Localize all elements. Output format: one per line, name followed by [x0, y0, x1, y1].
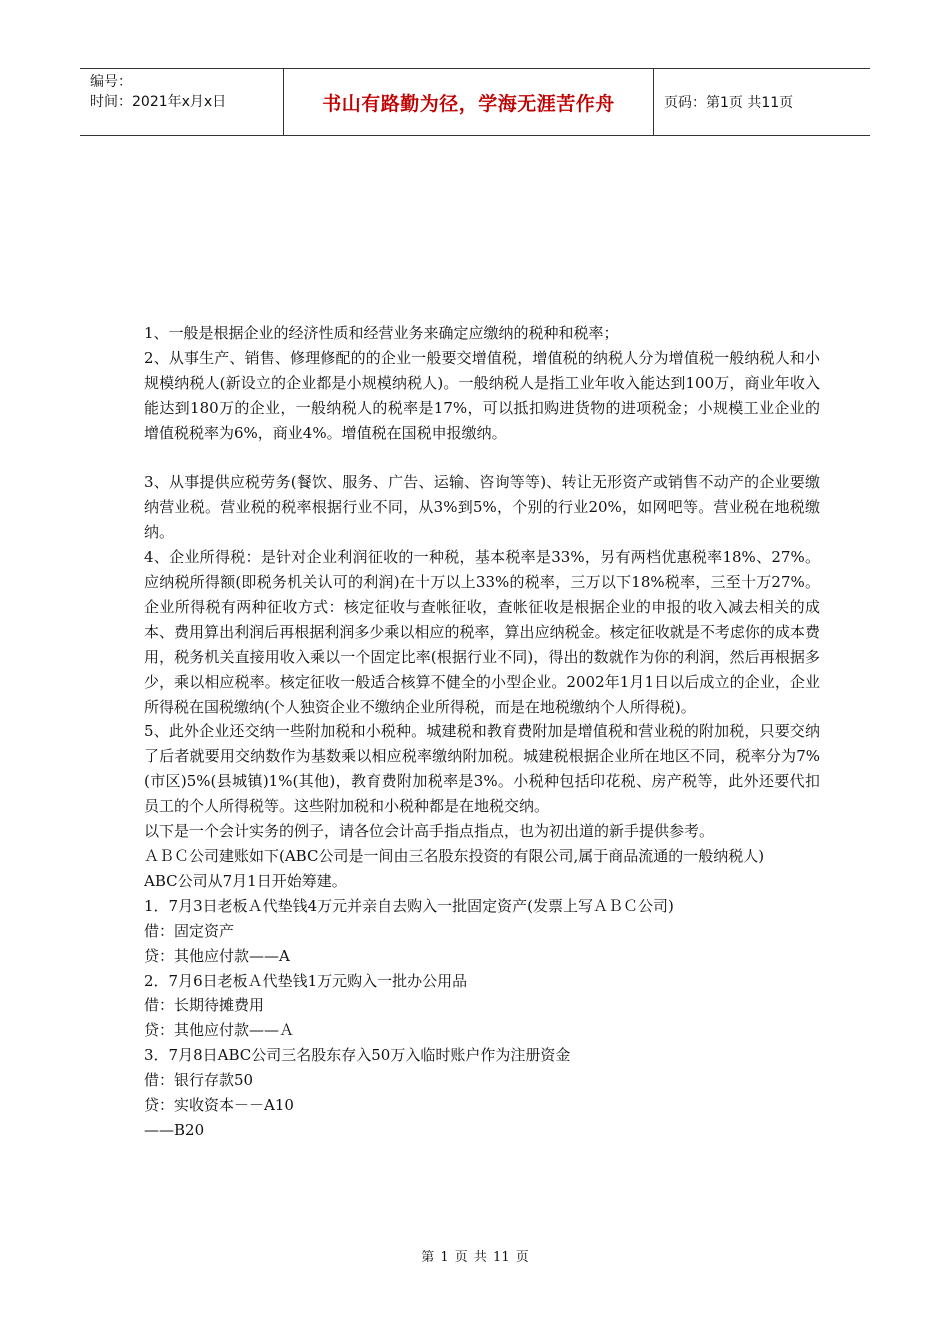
header-page-info: 页码：第1页 共11页	[664, 95, 794, 111]
journal-debit-line: 借：银行存款50	[144, 1071, 254, 1090]
body-paragraph: 2．7月6日老板Ａ代垫钱1万元购入一批办公用品	[144, 971, 468, 990]
blank-line	[144, 446, 820, 471]
document-date: 时间：2021年x月x日	[90, 94, 227, 110]
journal-credit-line: 贷：其他应付款——A	[144, 946, 290, 965]
body-paragraph: 3、从事提供应税劳务(餐饮、服务、广告、运输、咨询等等)、转让无形资产或销售不动产的企业要缴纳营业税。营业税的税率根据行业不同，从3%到5%，个别的行业20%，如网吧等。营业税在地税缴纳。	[144, 473, 820, 542]
header-motto-cell	[284, 69, 654, 135]
body-paragraph: 1、一般是根据企业的经济性质和经营业务来确定应缴纳的税种和税率；	[144, 324, 619, 342]
body-paragraph: 以下是一个会计实务的例子，请各位会计高手指点指点，也为初出道的新手提供参考。	[144, 822, 715, 841]
document-number-label: 编号：	[90, 74, 132, 90]
body-paragraph: ＡＢＣ公司建账如下(ABC公司是一间由三名股东投资的有限公司,属于商品流通的一般纳税人)	[144, 847, 765, 866]
body-paragraph: ABC公司从7月1日开始筹建。	[144, 871, 347, 890]
page-footer: 第 1 页 共 11 页	[421, 1250, 529, 1265]
page-header	[80, 68, 870, 136]
body-paragraph: 5、此外企业还交纳一些附加税和小税种。城建税和教育费附加是增值税和营业税的附加税，只要交纳了后者就要用交纳数作为基数乘以相应税率缴纳附加税。城建税根据企业所在地区不同，税率分为7%(市区)5%(县城镇)1%(其他)，教育费附加税率是3%。小税种包括印花税、房产税等，此外还要代扣员工的个人所得税等。这些附加税和小税种都是在地税交纳。	[144, 722, 820, 816]
body-paragraph: 1．7月3日老板Ａ代垫钱4万元并亲自去购入一批固定资产(发票上写ＡＢＣ公司)	[144, 896, 674, 915]
body-paragraph: 3．7月8日ABC公司三名股东存入50万入临时账户作为注册资金	[144, 1046, 571, 1065]
body-paragraph: 4、企业所得税：是针对企业利润征收的一种税，基本税率是33%，另有两档优惠税率18%、27%。应纳税所得额(即税务机关认可的利润)在十万以上33%的税率，三万以下18%税率，三至十万27%。企业所得税有两种征收方式：核定征收与查帐征收，查帐征收是根据企业的申报的收入减去相关的成本、费用算出利润后再根据利润多少乘以相应的税率，算出应纳税金。核定征收就是不考虑你的成本费用，税务机关直接用收入乘以一个固定比率(根据行业不同)，得出的数就作为你的利润，然后再根据多少，乘以相应税率。核定征收一般适合核算不健全的小型企业。2002年1月1日以后成立的企业，企业所得税在国税缴纳(个人独资企业不缴纳企业所得税，而是在地税缴纳个人所得税)。	[144, 548, 820, 716]
journal-credit-line: 贷：实收资本－－A10	[144, 1096, 294, 1115]
journal-debit-line: 借：固定资产	[144, 921, 235, 940]
header-page-info-cell	[654, 69, 870, 135]
document-body	[144, 321, 820, 1143]
header-meta	[80, 69, 284, 135]
journal-credit-line: 贷：其他应付款——Ａ	[144, 1021, 295, 1040]
body-paragraph: 2、从事生产、销售、修理修配的的企业一般要交增值税，增值税的纳税人分为增值税一般纳税人和小规模纳税人(新设立的企业都是小规模纳税人)。一般纳税人是指工业年收入能达到100万，商业年收入能达到180万的企业，一般纳税人的税率是17%，可以抵扣购进货物的进项税金；小规模工业企业的增值税税率为6%，商业4%。增值税在国税申报缴纳。	[144, 348, 820, 442]
journal-debit-line: 借：长期待摊费用	[144, 996, 265, 1015]
header-motto: 书山有路勤为径，学海无涯苦作舟	[322, 92, 615, 115]
journal-credit-line: ——B20	[144, 1120, 205, 1139]
